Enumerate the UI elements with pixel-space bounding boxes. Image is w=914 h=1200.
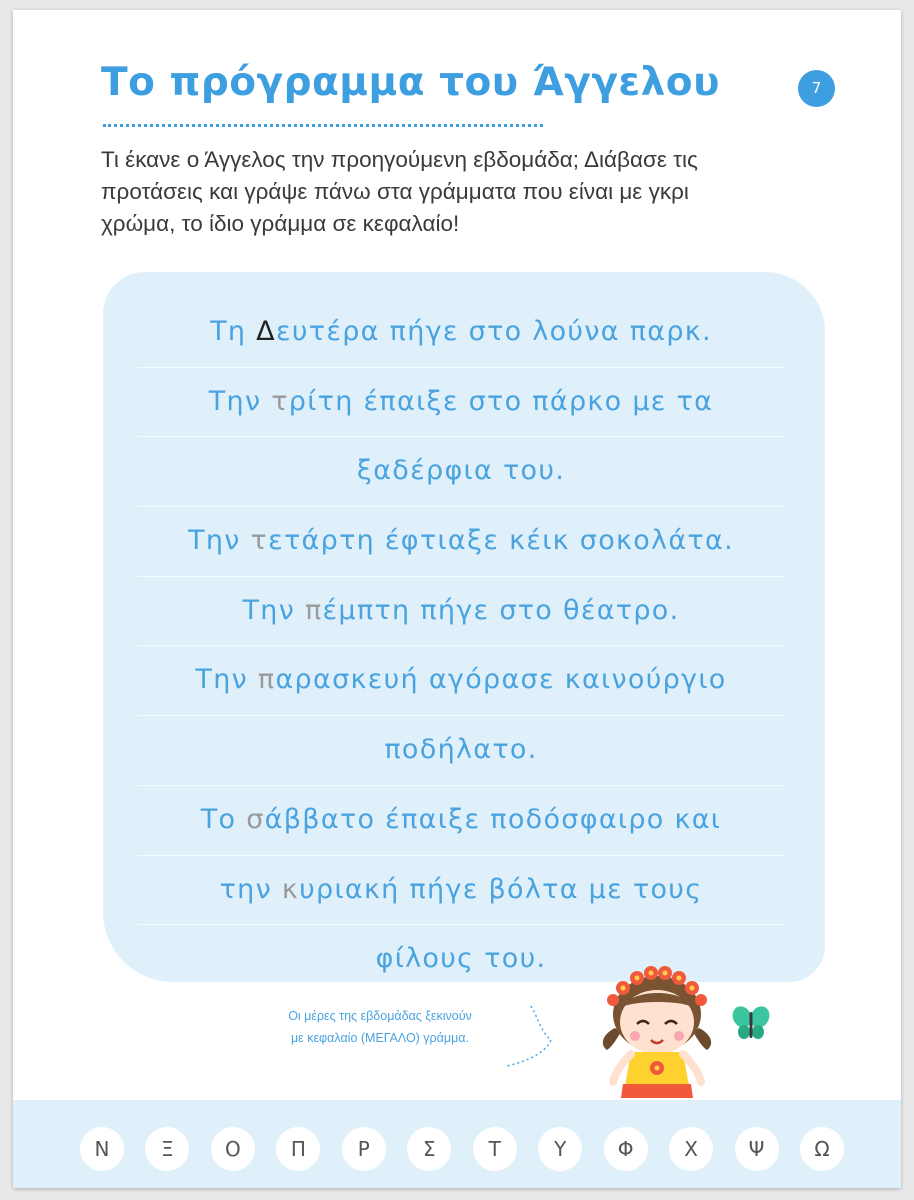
sentence-line: ξαδέρφια του. — [138, 437, 784, 507]
alphabet-letter: Χ — [669, 1127, 713, 1171]
alphabet-letter: Ω — [800, 1127, 844, 1171]
gray-letter[interactable]: κ — [281, 873, 300, 905]
gray-letter[interactable]: τ — [250, 525, 269, 557]
page-title: Το πρόγραμμα του Άγγελου — [101, 60, 720, 105]
sentence-line: Τη Δευτέρα πήγε στο λούνα παρκ. — [138, 298, 784, 368]
sentence-line: Την παρασκευή αγόρασε καινούργιο — [138, 646, 784, 716]
gray-letter[interactable]: τ — [271, 385, 289, 417]
sentence-line: την κυριακή πήγε βόλτα με τους — [138, 856, 784, 926]
sentence-line: Την τετάρτη έφτιαξε κέικ σοκολάτα. — [138, 507, 784, 577]
alphabet-letter: Ν — [80, 1127, 124, 1171]
worksheet-page — [13, 10, 901, 1188]
sentence-line: Την πέμπτη πήγε στο θέατρο. — [138, 577, 784, 647]
sentence-line: Την τρίτη έπαιξε στο πάρκο με τα — [138, 368, 784, 438]
alphabet-letter: Ρ — [342, 1127, 386, 1171]
gray-letter[interactable]: π — [304, 594, 323, 626]
alphabet-letter: Ο — [211, 1127, 255, 1171]
alphabet-letter: Σ — [407, 1127, 451, 1171]
girl-with-flower-crown-icon — [593, 954, 723, 1104]
sentence-line: ποδήλατο. — [138, 716, 784, 786]
traced-capital-letter[interactable]: Δ — [256, 316, 276, 347]
alphabet-letter: Τ — [473, 1127, 517, 1171]
alphabet-letter: Ψ — [735, 1127, 779, 1171]
page-number-badge: 7 — [798, 70, 835, 107]
alphabet-letter: Φ — [604, 1127, 648, 1171]
alphabet-letter: Ξ — [145, 1127, 189, 1171]
butterfly-icon — [731, 1004, 771, 1042]
sentence-line: φίλους του. — [375, 943, 547, 975]
dotted-arrow-icon — [503, 1002, 573, 1082]
gray-letter[interactable]: σ — [246, 803, 265, 835]
alphabet-letters — [80, 1127, 844, 1171]
sentence-line: Το σάββατο έπαιξε ποδόσφαιρο και — [138, 786, 784, 856]
alphabet-letter: Υ — [538, 1127, 582, 1171]
sentence-lines — [138, 298, 784, 994]
alphabet-letter: Π — [276, 1127, 320, 1171]
title-underline — [103, 124, 543, 127]
capital-letter-tip: Οι μέρες της εβδομάδας ξεκινούν με κεφαλαίο (ΜΕΓΑΛΟ) γράμμα. — [288, 1009, 472, 1045]
instructions-text: Τι έκανε ο Άγγελος την προηγούμενη εβδομάδα; Διάβασε τις προτάσεις και γράψε πάνω στα γράμματα που είναι με γκρι χρώμα, το ίδιο γράμμα σε κεφαλαίο! — [101, 147, 698, 236]
gray-letter[interactable]: π — [257, 664, 276, 696]
